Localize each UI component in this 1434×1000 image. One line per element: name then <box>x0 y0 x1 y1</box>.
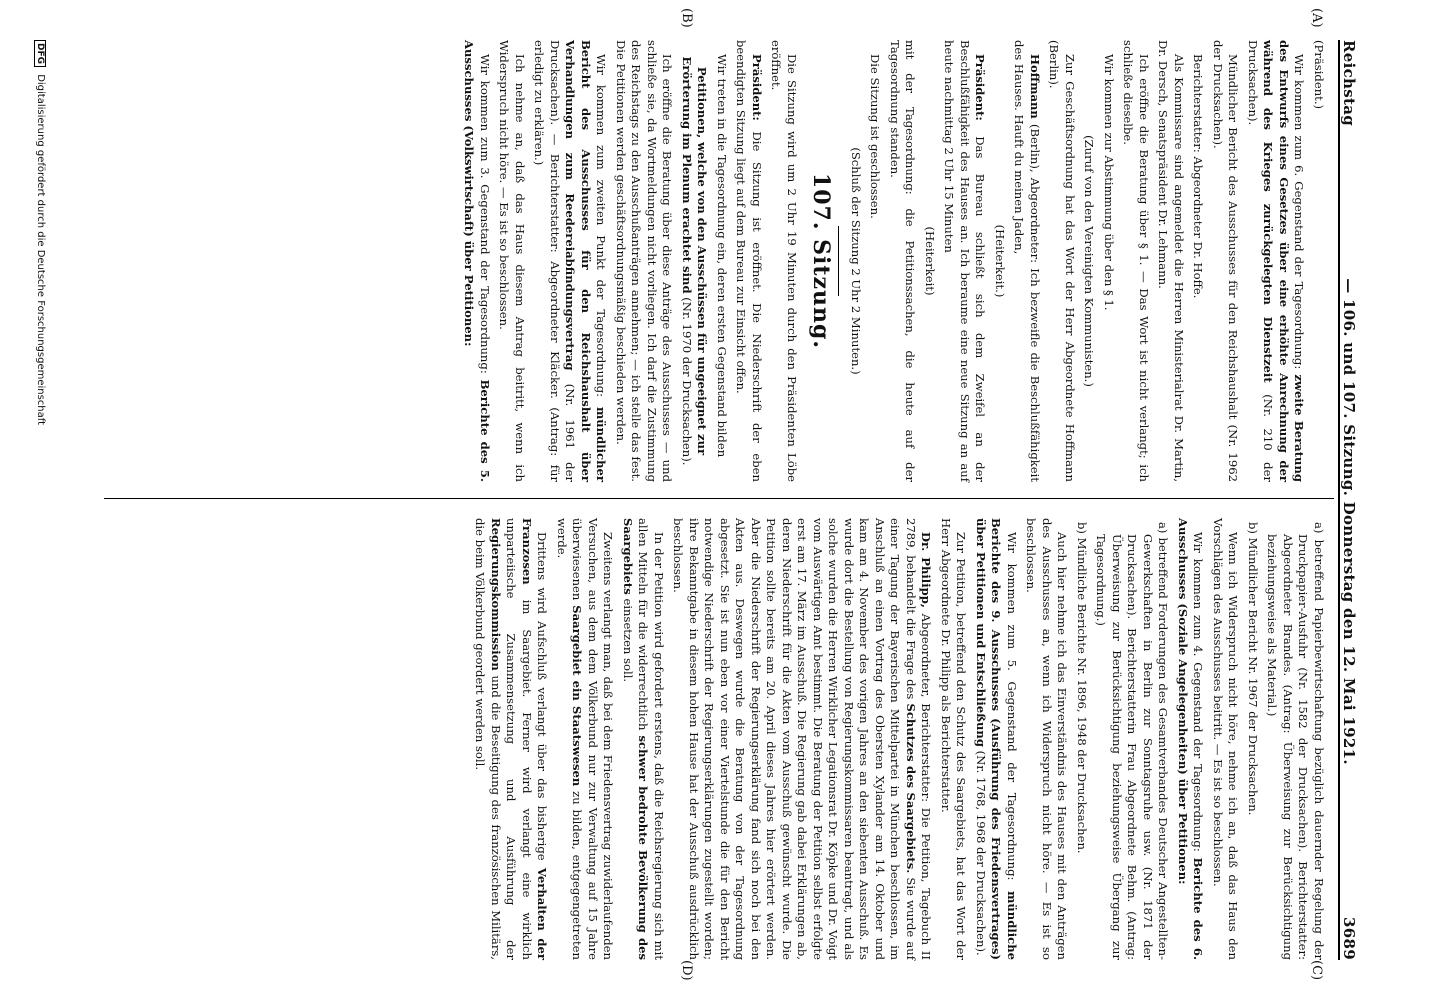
paragraph: Wenn ich Widerspruch nicht höre, nehme ich an, daß das Haus den Vorschlägen des Ausschusses beitritt. — Es ist so beschlossen. <box>1211 518 1241 960</box>
header-left: Reichstag <box>1340 40 1358 127</box>
paragraph: Die Sitzung wird um 2 Uhr 19 Minuten durch den Präsidenten Löbe eröffnet. <box>769 40 799 482</box>
column-rule <box>104 498 1334 499</box>
digitization-credit <box>34 40 46 425</box>
paragraph: Wir treten in die Tagesordnung ein, deren ersten Gegenstand bilden <box>715 54 729 458</box>
speech: Präsident: Das Bureau schließt sich dem Zweifel an der Beschlußfähigkeit des Hauses an. Ich beraume eine neue Sitzung an auf heute nachmittag 2 Uhr 15 Minuten <box>942 40 988 483</box>
interjection: (Heiterkeit.) <box>993 224 1007 298</box>
paragraph: Ich eröffne die Beratung über § 1. — Das Wort ist nicht verlangt; ich schließe dieselbe. <box>1121 40 1151 482</box>
paragraph: Auch hier nehme ich das Einverständnis des Hauses mit den Anträgen des Ausschusses an, wenn ich Widerspruch nicht höre. — Es ist so beschlossen. <box>1024 518 1070 960</box>
left-column <box>457 40 1326 482</box>
paragraph: mit der Tagesordnung: die Petitionssachen, die heute auf der Tagesordnung standen. <box>888 40 918 482</box>
interjection: (Zuruf von den Vereinigten Kommunisten.) <box>1082 135 1097 387</box>
paragraph: Wir kommen zum 3. Gegenstand der Tagesordnung: Berichte des 5. Ausschusses (Volkswirtschaft) über Petitionen: <box>462 40 492 482</box>
closing-note: (Schluß der Sitzung 2 Uhr 2 Minuten.) <box>849 147 863 375</box>
list-item: a) betreffend Papierbewirtschaftung bezüglich dauernder Regelung der Druckpapier-Ausfuhr (Nr. 1582 der Drucksachen). Berichterstatter: Abgeordneter Brandes. (Antrag: Überweisung zur Berücksichtigung beziehungsweise als Material.) <box>1265 522 1326 960</box>
speech: Dr. Philipp, Abgeordneter, Berichterstatter: Die Petition, Tagebuch II 2789, behandelt die Frage des Schutzes des Saargebiets. Sie wurde auf einer Tagung der Bayerischen Mittelpartei in München beschlossen, im Anschluß an einen Vortrag des Obersten Xylander am 14. Oktober und kam am 4. November des vorigen Jahres an den siebenten Ausschuß. Es wurde dort die Bestellung von Regierungskommissaren beantragt, und als solche wurden die Herren Wirklicher Legationsrat Dr. Köpke und Dr. Voigt vom Auswärtigen Amt bestimmt. Die Beratung der Petition selbst erfolgte erst am 17. März im Ausschuß. Die Regierung gab dabei Erklärungen ab, deren Niederschrift für die Akten vom Ausschuß gewünscht wurde. Die Petition sollte bereits am 20. April dieses Jahres hier erörtert werden. Aber die Niederschrift der Regierungserklärung fand sich noch bei den Akten aus. Deswegen wurde die Beratung von der Tagesordnung abgesetzt. Sie ist nun eben vor einer Viertelstunde die für den Bericht notwendige Niederschrift der Regierungserklärungen zugestellt worden; ihre Bekanntgabe in diesem hohen Hause hat der Ausschuß ausdrücklich beschlossen. <box>671 518 934 961</box>
paragraph: Zur Petition, betreffend den Schutz des Saargebiets, hat das Wort der Herr Abgeordnete Dr. Philipp als Berichterstatter. <box>939 518 969 960</box>
right-column <box>468 518 1326 960</box>
paragraph: In der Petition wird gefordert erstens, daß die Reichsregierung sich mit allen Mitteln für die widerrechtlich schwer bedrohte Bevölkerung des Saargebiets einsetzen soll. <box>621 518 666 960</box>
paragraph: Ich eröffne die Beratung über diese Anträge des Ausschusses — und schließe sie, da Wortmeldungen nicht vorliegen. Ich darf die Zustimmung des Reichstags zu den Ausschußanträgen annehmen; — ich stelle das fest. Die Petitionen werden geschäftsordnungsmäßig beschieden werden. <box>614 40 675 482</box>
speaker-label: (Präsident.) <box>1312 40 1326 110</box>
digitization-text: Digitalisierung gefördert durch die Deutsche Forschungsgemeinschaft <box>35 74 46 426</box>
paragraph: Wir kommen zum 5. Gegenstand der Tagesordnung: mündliche Berichte des 9. Ausschusses (Ausführung des Friedensvertrages) über Petitionen und Entschließung (Nr. 1768, 1968 der Drucksachen). <box>974 518 1019 961</box>
paragraph: Drittens wird Aufschluß verlangt über das bisherige Verhalten der Franzosen im Saargebiet. Ferner wird verlangt eine wirklich unparteiische Zusammensetzung und Ausführung der Regierungskommission und die Beseitigung des französischen Militärs, die beim Völkerbund geordert werden soll. <box>473 518 550 960</box>
paragraph: Zur Geschäftsordnung hat das Wort der Herr Abgeordnete Hoffmann (Berlin). <box>1047 40 1077 482</box>
header-title: — 106. und 107. Sitzung. Donnerstag den 12. Mai 1921. <box>1340 278 1358 765</box>
paragraph: Wir kommen zum 6. Gegenstand der Tagesordnung: zweite Beratung des Entwurfs eines Gesetzes über eine erhöhte Anrechnung der während des Krieges zurückgelegten Dienstzeit (Nr. 210 der Drucksachen). <box>1246 40 1307 483</box>
margin-marker-b: (B) <box>679 8 694 28</box>
interjection: (Heiterkeit) <box>923 226 937 296</box>
paragraph: Berichterstatter: Abgeordneter Dr. Hoffe. <box>1191 54 1206 299</box>
paragraph: Ich nehme an, daß das Haus diesem Antrag beitritt, wenn ich Widerspruch nicht höre. — Es ist so beschlossen. <box>497 40 527 482</box>
paragraph: Als Kommissare sind angemeldet die Herren Ministerialrat Dr. Martin, Dr. Dersch, Senatspräsident Dr. Lehmann. <box>1156 40 1186 482</box>
paragraph: Wir kommen zum zweiten Punkt der Tagesordnung: mündlicher Bericht des Ausschusses für den Reichshaushalt über Verhandlungen zum Reedereiabfindungsvertrag (Nr. 1961 der Drucksachen). — Berichterstatter: Abgeordneter Kläcker. (Antrag: für erledigt zu erklären.) <box>532 40 609 482</box>
paragraph: Zweitens verlangt man, daß bei dem Friedensvertrag zuwiderlaufenden Versuchen, aus dem dem Völkerbund nur zur Verwaltung auf 15 Jahre überwiesenen Saargebiet ein Staatswesen zu bilden, entgegengetreten werde. <box>555 518 616 960</box>
list-item: a) betreffend Forderungen des Gesamtverbandes Deutscher Angestellten-Gewerkschaften in Berlin zur Sonntagsruhe usw. (Nr. 1871 der Drucksachen). Berichterstatterin Frau Abgeordnete Behm. (Antrag: Überweisung zur Berücksichtigung beziehungsweise Übergang zur Tagesordnung.) <box>1094 522 1171 960</box>
page-header <box>1338 40 1366 960</box>
margin-marker-a: (A) <box>1309 8 1324 28</box>
paragraph: Die Sitzung ist geschlossen. <box>868 54 883 219</box>
margin-marker-d: (D) <box>679 960 694 981</box>
speech: Hoffmann (Berlin), Abgeordneter: Ich bezweifle die Beschlußfähigkeit des Hauses. Hauft du meinen Jaden, <box>1012 40 1042 482</box>
separator-line <box>839 226 840 296</box>
speech: Präsident: Die Sitzung ist eröffnet. Die Niederschrift der eben beendigten Sitzung liegt auf dem Bureau zur Einsicht offen. <box>734 40 764 482</box>
paragraph: Mündlicher Bericht des Ausschusses für den Reichshaushalt (Nr. 1962 der Drucksachen). <box>1211 40 1241 482</box>
list-item: b) Mündlicher Bericht Nr. 1967 der Drucksachen. <box>1246 522 1260 816</box>
paragraph: Wir kommen zur Abstimmung über den § 1. <box>1102 54 1116 311</box>
page-number: 3689 <box>1340 917 1358 960</box>
margin-marker-c: (C) <box>1309 960 1324 981</box>
list-item: b) Mündliche Berichte Nr. 1896, 1948 der Drucksachen. <box>1075 522 1089 854</box>
paragraph: Wir kommen zum 4. Gegenstand der Tagesordnung: Berichte des 6. Ausschusses (Soziale Angelegenheiten) über Petitionen: <box>1176 518 1206 960</box>
dfg-logo: DFG <box>34 40 46 67</box>
session-heading: 107. Sitzung. <box>808 172 835 350</box>
agenda-item: Petitionen, welche von den Ausschüssen für ungeeignet zur Erörterung im Plenum erachtet sind (Nr. 1970 der Drucksachen). <box>680 56 710 466</box>
